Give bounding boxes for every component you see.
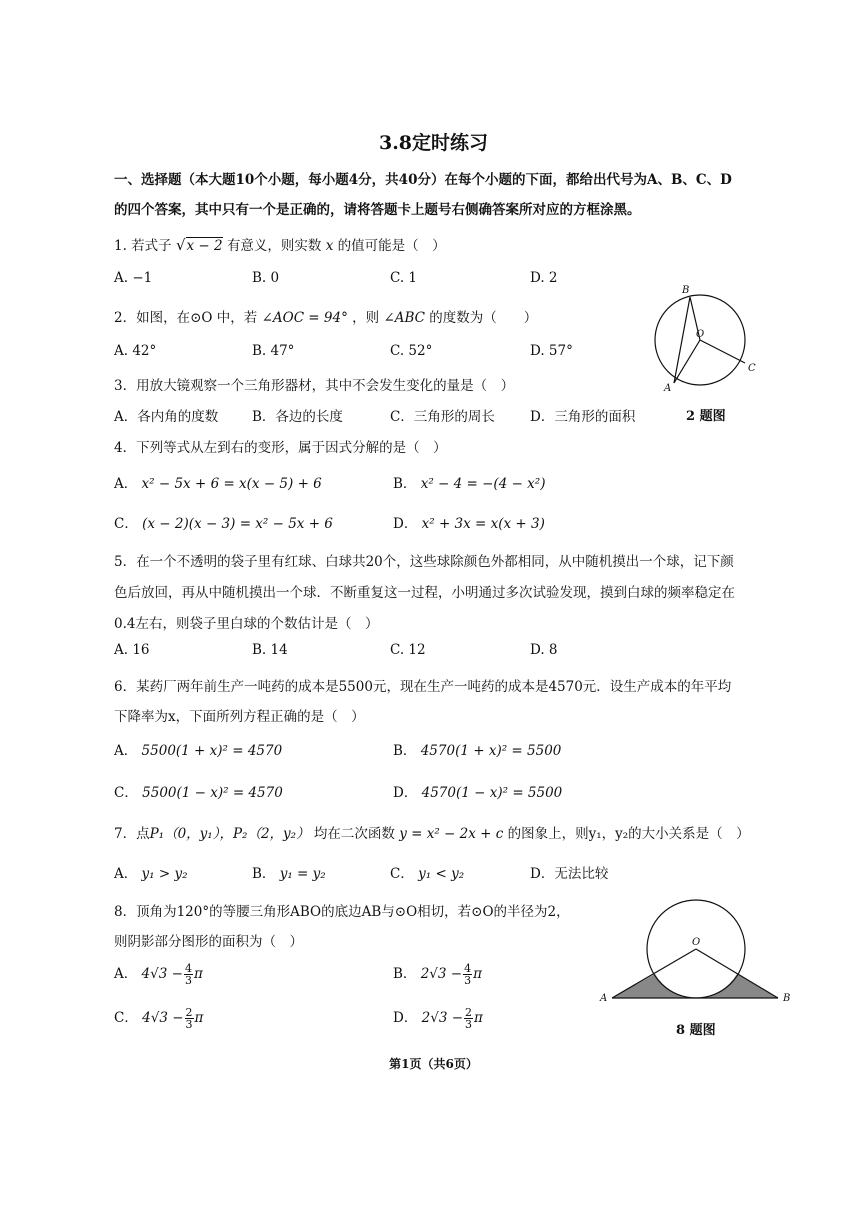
figure-8-caption: 8 题图 — [676, 1023, 716, 1038]
question-8-stem-line1: 8．顶角为120°的等腰三角形ABO的底边AB与⊙O相切，若⊙O的半径为2， — [114, 904, 570, 920]
question-1-option-d: D. 2 — [530, 270, 558, 286]
figure-2-label-o: O — [696, 329, 705, 340]
question-5-option-d: D. 8 — [530, 642, 558, 658]
question-7-option-c: C． y₁ < y₂ — [390, 866, 465, 882]
question-4-option-c: C． (x − 2)(x − 3) = x² − 5x + 6 — [114, 516, 333, 532]
question-5-option-a: A. 16 — [114, 642, 150, 658]
page-title: 3.8定时练习 — [378, 132, 489, 154]
question-6-option-b: B． 4570(1 + x)² = 5500 — [393, 743, 562, 759]
question-5-option-c: C. 12 — [390, 642, 426, 658]
question-5-stem-line3: 0.4左右，则袋子里白球的个数估计是（ ） — [114, 616, 379, 632]
question-7-stem: 7．点P₁（0，y₁），P₂（2，y₂） 均在二次函数 y = x² − 2x + c 的图象上，则y₁，y₂的大小关系是（ ） — [114, 826, 750, 842]
question-4-option-d: D． x² + 3x = x(x + 3) — [393, 516, 545, 532]
question-8-option-b: B． 2√3 − $\frac{4}{3}$ π — [393, 962, 482, 987]
question-8-stem-line2: 则阴影部分图形的面积为（ ） — [114, 934, 303, 950]
figure-8-shaded-left — [612, 974, 696, 998]
question-2-option-a: A. 42° — [114, 343, 157, 359]
question-6-option-a: A． 5500(1 + x)² = 4570 — [114, 743, 283, 759]
section-heading-line2: 的四个答案，其中只有一个是正确的，请将答题卡上题号右侧确答案所对应的方框涂黑。 — [114, 202, 641, 218]
question-1-stem: 1. 若式子 √x − 2 有意义，则实数 x 的值可能是（ ） — [114, 236, 446, 254]
figure-2-label-a: A — [664, 383, 672, 392]
question-1-option-c: C. 1 — [390, 270, 418, 286]
figure-2-caption: 2 题图 — [686, 409, 726, 424]
question-8-option-c: C． 4√3 − $\frac{2}{3}$ π — [114, 1006, 204, 1031]
question-1-option-a: A. −1 — [114, 270, 153, 286]
figure-8-label-o: O — [692, 937, 701, 948]
question-5-stem-line1: 5．在一个不透明的袋子里有红球、白球共20个，这些球除颜色外都相同，从中随机摸出一个球，记下颜 — [114, 554, 734, 570]
figure-2-circle-diagram — [640, 282, 770, 392]
question-4-stem: 4．下列等式从左到右的变形，属于因式分解的是（ ） — [114, 440, 447, 456]
question-2-option-b: B. 47° — [252, 343, 295, 359]
question-2-option-c: C. 52° — [390, 343, 433, 359]
question-4-option-a: A． x² − 5x + 6 = x(x − 5) + 6 — [114, 476, 322, 492]
question-7-option-b: B． y₁ = y₂ — [252, 866, 326, 882]
question-6-option-d: D． 4570(1 − x)² = 5500 — [393, 785, 563, 801]
page-footer: 第1页（共6页） — [389, 1057, 478, 1071]
question-6-option-c: C． 5500(1 − x)² = 4570 — [114, 785, 283, 801]
question-7-option-d: D．无法比较 — [530, 866, 609, 882]
figure-8-label-a: A — [600, 993, 608, 1004]
figure-8-shaded-right — [696, 974, 778, 998]
figure-8-tangent-diagram — [596, 895, 796, 1010]
question-6-stem-line2: 下降率为x，下面所列方程正确的是（ ） — [114, 709, 365, 725]
question-8-option-d: D． 2√3 − $\frac{2}{3}$ π — [393, 1006, 483, 1031]
question-3-option-b: B．各边的长度 — [252, 409, 343, 425]
question-5-option-b: B. 14 — [252, 642, 288, 658]
question-3-option-a: A．各内角的度数 — [114, 409, 219, 425]
question-3-option-d: D．三角形的面积 — [530, 409, 636, 425]
question-3-option-c: C．三角形的周长 — [390, 409, 495, 425]
question-4-option-b: B． x² − 4 = −(4 − x²) — [393, 476, 546, 492]
question-8-option-a: A． 4√3 − $\frac{4}{3}$ π — [114, 962, 203, 987]
question-2-option-d: D. 57° — [530, 343, 573, 359]
figure-2-label-c: C — [748, 363, 756, 374]
question-3-stem: 3．用放大镜观察一个三角形器材，其中不会发生变化的量是（ ） — [114, 378, 515, 394]
question-2-stem: 2．如图，在⊙O 中，若 ∠AOC = 94° ，则 ∠ABC 的度数为（ ） — [114, 310, 538, 326]
figure-2-label-b: B — [682, 285, 690, 296]
section-heading-line1: 一、选择题（本大题10个小题，每小题4分，共40分）在每个小题的下面，都给出代号为A、B、C、D — [114, 172, 732, 188]
question-5-stem-line2: 色后放回，再从中随机摸出一个球．不断重复这一过程，小明通过多次试验发现，摸到白球的频率稳定在 — [114, 585, 735, 601]
question-1-option-b: B. 0 — [252, 270, 280, 286]
question-7-option-a: A． y₁ > y₂ — [114, 866, 188, 882]
question-6-stem-line1: 6．某药厂两年前生产一吨药的成本是5500元，现在生产一吨药的成本是4570元．设生产成本的年平均 — [114, 679, 732, 695]
figure-8-label-b: B — [783, 993, 791, 1004]
